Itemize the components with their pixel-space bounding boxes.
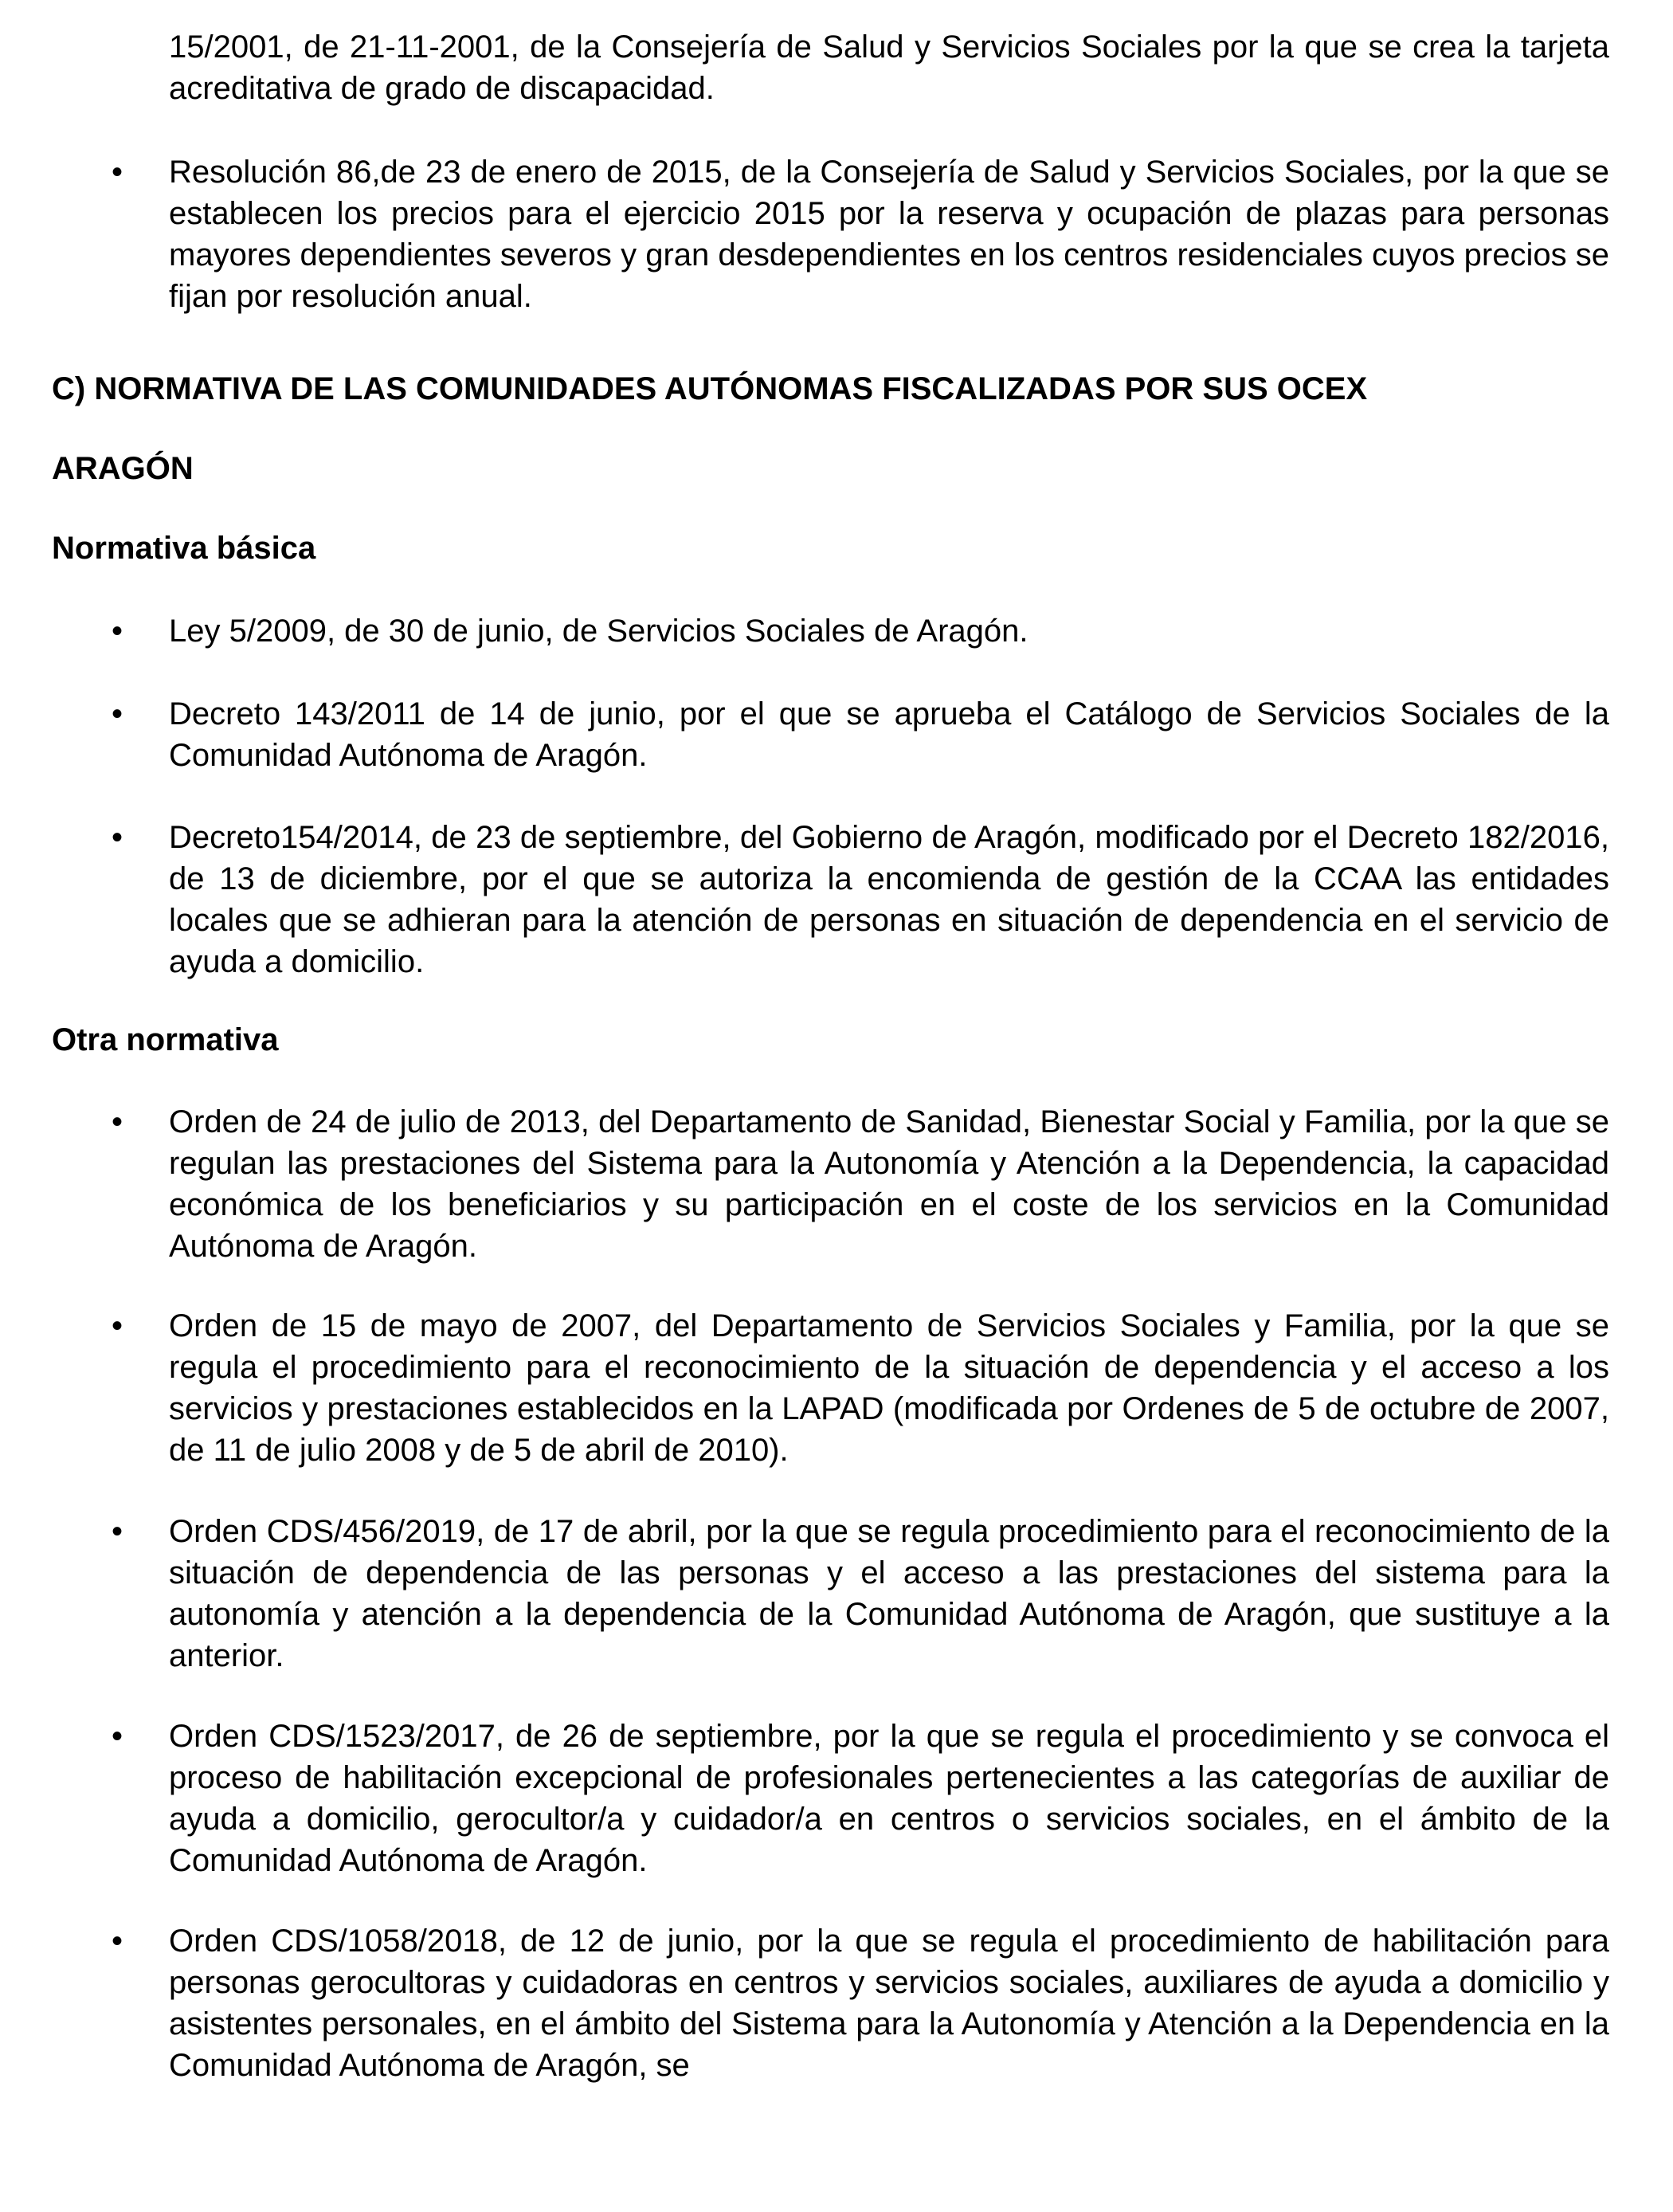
region-heading: ARAGÓN — [52, 451, 194, 486]
list-item-resolucion-86: Resolución 86,de 23 de enero de 2015, de la Consejería de Salud y Servicios Sociales, por la que se establecen los precios para el ejercicio 2015 por la reserva y ocupación de plazas para personas mayores dependientes severos y gran desdependientes en los centros residenciales cuyos precios se fijan por resolución anual. — [169, 155, 1609, 314]
list-item: Ley 5/2009, de 30 de junio, de Servicios Sociales de Aragón. — [169, 614, 1028, 649]
bullet-icon: • — [112, 1719, 123, 1754]
list-item: Orden CDS/1523/2017, de 26 de septiembre, por la que se regula el procedimiento y se convoca el proceso de habilitación excepcional de profesionales pertenecientes a las categorías de auxiliar de ayuda a domicilio, gerocultor/a y cuidador/a en centros o servicios sociales, en el ámbito de la Comunidad Autónoma de Aragón. — [169, 1719, 1609, 1878]
bullet-icon: • — [112, 614, 123, 649]
bullet-icon: • — [112, 1308, 123, 1343]
subheading-otra-normativa: Otra normativa — [52, 1022, 279, 1057]
list-item: Decreto 143/2011 de 14 de junio, por el que se aprueba el Catálogo de Servicios Sociales de la Comunidad Autónoma de Aragón. — [169, 696, 1609, 773]
bullet-icon: • — [112, 1514, 123, 1549]
list-item: Orden CDS/1058/2018, de 12 de junio, por la que se regula el procedimiento de habilitación para personas gerocultoras y cuidadoras en centros y servicios sociales, auxiliares de ayuda a domicilio y asistentes personales, en el ámbito del Sistema para la Autonomía y Atención a la Dependencia en la Comunidad Autónoma de Aragón, se — [169, 1924, 1609, 2083]
bullet-icon: • — [112, 155, 123, 190]
bullet-icon: • — [112, 1924, 123, 1959]
bullet-icon: • — [112, 696, 123, 731]
bullet-icon: • — [112, 820, 123, 855]
continuation-paragraph: 15/2001, de 21-11-2001, de la Consejería de Salud y Servicios Sociales por la que se crea la tarjeta acreditativa de grado de discapacidad. — [169, 29, 1609, 106]
list-item: Orden CDS/456/2019, de 17 de abril, por la que se regula procedimiento para el reconocimiento de la situación de dependencia de las personas y el acceso a las prestaciones del sistema para la autonomía y atención a la dependencia de la Comunidad Autónoma de Aragón, que sustituye a la anterior. — [169, 1514, 1609, 1673]
list-item: Orden de 15 de mayo de 2007, del Departamento de Servicios Sociales y Familia, por la que se regula el procedimiento para el reconocimiento de la situación de dependencia y el acceso a los servicios y prestaciones establecidos en la LAPAD (modificada por Ordenes de 5 de octubre de 2007, de 11 de julio 2008 y de 5 de abril de 2010). — [169, 1308, 1609, 1468]
section-heading: C) NORMATIVA DE LAS COMUNIDADES AUTÓNOMAS FISCALIZADAS POR SUS OCEX — [52, 371, 1368, 406]
subheading-normativa-basica: Normativa básica — [52, 531, 316, 566]
list-item: Decreto154/2014, de 23 de septiembre, del Gobierno de Aragón, modificado por el Decreto 182/2016, de 13 de diciembre, por el que se autoriza la encomienda de gestión de la CCAA las entidades locales que se adhieran para la atención de personas en situación de dependencia en el servicio de ayuda a domicilio. — [169, 820, 1609, 979]
bullet-icon: • — [112, 1104, 123, 1139]
list-item: Orden de 24 de julio de 2013, del Departamento de Sanidad, Bienestar Social y Familia, por la que se regulan las prestaciones del Sistema para la Autonomía y Atención a la Dependencia, la capacidad económica de los beneficiarios y su participación en el coste de los servicios en la Comunidad Autónoma de Aragón. — [169, 1104, 1609, 1264]
